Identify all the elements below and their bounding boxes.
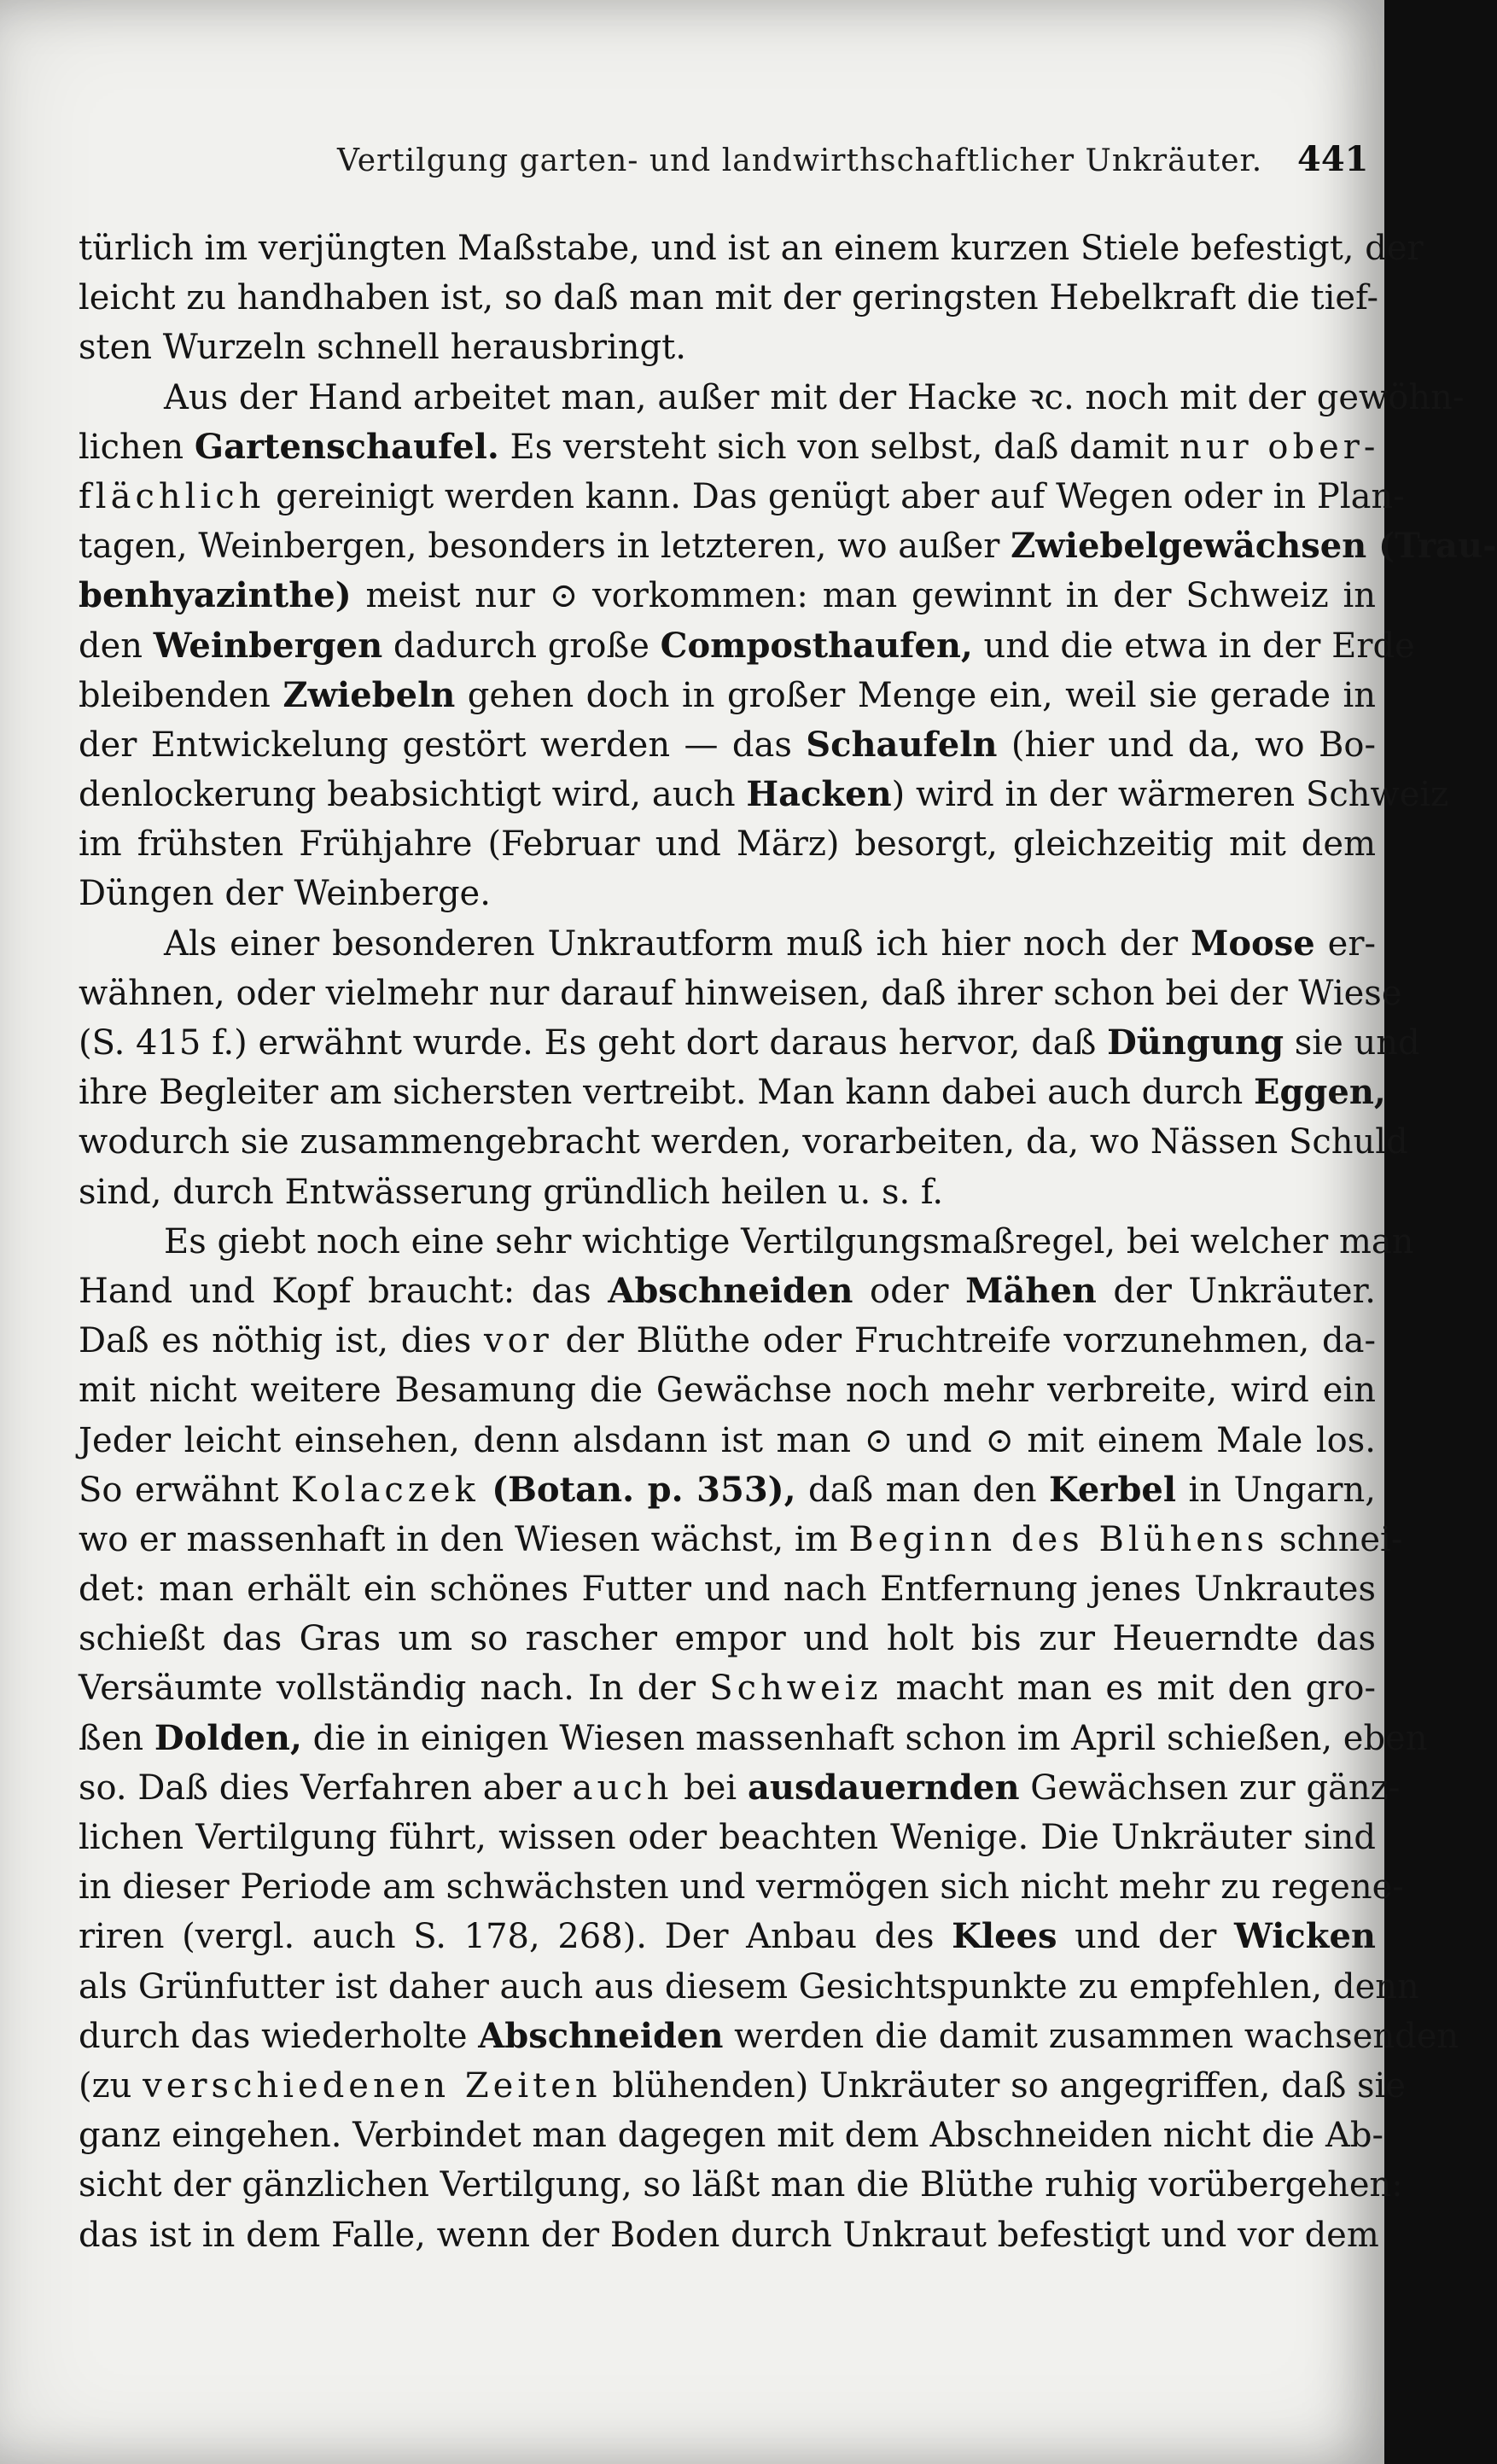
text-run: riren (vergl. auch S. 178, 268). Der Anbau des xyxy=(79,1917,952,1957)
bold-term: Abschneiden xyxy=(608,1270,853,1311)
text-line xyxy=(79,1912,1376,1961)
text-line xyxy=(79,1117,1408,1167)
text-run: wodurch sie zusammengebracht werden, vorarbeiten, da, wo Nässen Schuld xyxy=(79,1122,1408,1162)
text-run: schnei- xyxy=(1268,1519,1403,1559)
spaced-emphasis: nur ober- xyxy=(1180,427,1380,467)
text-line xyxy=(79,521,1497,571)
text-line xyxy=(79,1614,1376,1663)
text-line xyxy=(79,472,1405,521)
text-run: ) wird in der wärmeren Schweiz xyxy=(891,775,1449,815)
text-line xyxy=(79,1962,1419,2012)
text-run: der Entwickelung gestört werden — das xyxy=(79,725,807,765)
body-text xyxy=(79,224,1497,2260)
bold-term: benhyazinthe) xyxy=(79,575,352,616)
bold-term: Weinbergen xyxy=(153,625,383,666)
bold-term: Schaufeln xyxy=(806,724,998,765)
text-run: det: man erhält ein schönes Futter und nach Entfernung jenes Unkrautes xyxy=(79,1570,1376,1610)
text-run: ganz eingehen. Verbindet man dagegen mit dem Abschneiden nicht die Ab- xyxy=(79,2116,1384,2156)
text-run: bleibenden xyxy=(79,675,283,715)
text-run: daß man den xyxy=(795,1470,1050,1510)
text-line xyxy=(79,2160,1403,2210)
text-line xyxy=(79,422,1380,472)
text-line xyxy=(79,969,1402,1018)
text-run: macht man es mit den gro- xyxy=(882,1669,1376,1709)
text-run: denlockerung beabsichtigt wird, auch xyxy=(79,775,747,815)
spaced-emphasis: Schweiz xyxy=(709,1669,882,1709)
text-run: Versäumte vollständig nach. In der xyxy=(79,1669,710,1709)
running-title: Vertilgung garten- und landwirthschaftlicher Unkräuter. xyxy=(337,143,1263,178)
text-run: mit nicht weitere Besamung die Gewächse noch mehr verbreite, wird ein xyxy=(79,1371,1376,1411)
bold-term: Zwiebeln xyxy=(283,674,456,715)
text-line xyxy=(79,819,1376,869)
text-run: Es versteht sich von selbst, daß damit xyxy=(498,427,1180,467)
text-run: werden die damit zusammen wachsenden xyxy=(723,2016,1459,2056)
text-line xyxy=(79,1515,1403,1564)
text-line xyxy=(79,621,1415,671)
text-run: blühenden) Unkräuter so angegriffen, daß sie xyxy=(601,2065,1406,2106)
text-line xyxy=(79,1862,1404,1912)
text-line xyxy=(79,571,1376,620)
bold-term: Kerbel xyxy=(1049,1469,1177,1510)
text-run: in Ungarn, xyxy=(1176,1470,1377,1510)
bold-term: (Botan. p. 353), xyxy=(492,1469,796,1510)
text-line xyxy=(79,1813,1376,1862)
text-line xyxy=(79,1465,1376,1515)
text-line xyxy=(79,770,1449,819)
text-run: tagen, Weinbergen, besonders in letzteren, wo außer xyxy=(79,527,1011,567)
text-run: türlich im verjüngten Maßstabe, und ist an einem kurzen Stiele befestigt, der xyxy=(79,229,1424,268)
text-line xyxy=(79,869,1376,918)
text-line xyxy=(79,273,1376,323)
text-run: Hand und Kopf braucht: das xyxy=(79,1271,609,1311)
text-run: so. Daß dies Verfahren aber xyxy=(79,1768,573,1808)
text-run: oder xyxy=(853,1271,966,1311)
bold-term: Wicken xyxy=(1233,1916,1376,1957)
text-line xyxy=(79,1366,1376,1415)
text-run xyxy=(480,1471,492,1510)
text-run: gehen doch in großer Menge ein, weil sie gerade in xyxy=(455,675,1376,715)
text-run: und die etwa in der Erde xyxy=(972,626,1415,666)
text-run: (zu xyxy=(79,2065,143,2106)
text-run: dadurch große xyxy=(382,626,661,666)
spaced-emphasis: Beginn des Blühens xyxy=(848,1519,1269,1559)
text-run: lichen xyxy=(79,427,195,467)
text-run: sten Wurzeln schnell herausbringt. xyxy=(79,328,686,368)
text-run: ßen xyxy=(79,1718,154,1758)
text-run: ihre Begleiter am sichersten vertreibt. Man kann dabei auch durch xyxy=(79,1073,1254,1113)
text-run: den xyxy=(79,626,154,666)
text-run: die in einigen Wiesen massenhaft schon im April schießen, eben xyxy=(301,1718,1428,1758)
bold-term: Hacken xyxy=(746,774,892,815)
text-line xyxy=(79,1564,1376,1614)
spaced-emphasis: vor xyxy=(483,1321,553,1361)
bold-term: Klees xyxy=(952,1916,1057,1957)
text-run: und der xyxy=(1057,1917,1234,1957)
bold-term: ausdauernden xyxy=(747,1767,1020,1808)
text-run: sicht der gänzlichen Vertilgung, so läßt man die Blüthe ruhig vorübergehen: xyxy=(79,2165,1403,2205)
spaced-emphasis: auch xyxy=(572,1768,673,1808)
spaced-emphasis: verschiedenen Zeiten xyxy=(143,2065,602,2106)
bold-term: Gartenschaufel. xyxy=(194,426,499,467)
text-run: sind, durch Entwässerung gründlich heilen u. s. f. xyxy=(79,1172,944,1212)
page-number: 441 xyxy=(1297,139,1369,179)
text-run: wähnen, oder vielmehr nur darauf hinweisen, daß ihrer schon bei der Wiese xyxy=(79,973,1402,1013)
text-run: (S. 415 f.) erwähnt wurde. Es geht dort daraus hervor, daß xyxy=(79,1023,1108,1063)
text-run: Gewächsen zur gänz- xyxy=(1019,1768,1401,1808)
text-line xyxy=(79,1217,1414,1267)
text-line xyxy=(79,1763,1401,1813)
text-run: durch das wiederholte xyxy=(79,2016,479,2056)
bold-term: Moose xyxy=(1191,923,1315,964)
text-run: im frühsten Frühjahre (Februar und März) besorgt, gleichzeitig mit dem xyxy=(79,824,1376,865)
text-line xyxy=(79,2012,1459,2061)
text-run: schießt das Gras um so rascher empor und holt bis zur Heuerndte das xyxy=(79,1619,1376,1659)
text-line xyxy=(79,2211,1379,2260)
text-line xyxy=(79,919,1376,969)
text-run: gereinigt werden kann. Das genügt aber auf Wegen oder in Plan- xyxy=(265,476,1405,516)
bold-term: Düngung xyxy=(1107,1022,1284,1063)
bold-term: Zwiebelgewächsen (Trau- xyxy=(1011,526,1497,567)
spaced-emphasis: flächlich xyxy=(79,476,265,516)
text-run: wo er massenhaft in den Wiesen wächst, im xyxy=(79,1519,849,1559)
bold-term: Mähen xyxy=(965,1270,1097,1311)
text-run: Jeder leicht einsehen, denn alsdann ist man ⊙ und ⊙ mit einem Male los. xyxy=(79,1420,1376,1460)
text-line xyxy=(79,1018,1420,1068)
bold-term: Eggen, xyxy=(1253,1072,1386,1113)
text-line xyxy=(79,1416,1376,1465)
text-run: der Blüthe oder Fruchtreife vorzunehmen, da- xyxy=(552,1321,1376,1361)
text-line xyxy=(79,373,1465,422)
text-run: lichen Vertilgung führt, wissen oder beachten Wenige. Die Unkräuter sind xyxy=(79,1818,1376,1857)
text-line xyxy=(79,224,1424,273)
text-run: der Unkräuter. xyxy=(1096,1271,1376,1311)
text-run: meist nur ⊙ vorkommen: man gewinnt in der Schweiz in xyxy=(351,576,1376,616)
text-line xyxy=(79,1714,1428,1763)
text-run: er- xyxy=(1314,923,1376,964)
text-run: sie und xyxy=(1284,1023,1420,1063)
text-line xyxy=(79,2111,1384,2160)
text-line xyxy=(79,1267,1376,1316)
text-line xyxy=(79,2061,1406,2111)
text-run: Düngen der Weinberge. xyxy=(79,874,491,914)
text-line xyxy=(79,1663,1376,1713)
text-run: als Grünfutter ist daher auch aus diesem Gesichtspunkte zu empfehlen, denn xyxy=(79,1966,1419,2007)
bold-term: Abschneiden xyxy=(478,2015,724,2056)
text-run: leicht zu handhaben ist, so daß man mit der geringsten Hebelkraft die tief- xyxy=(79,278,1378,318)
text-line xyxy=(79,1168,1376,1217)
bold-term: Composthaufen, xyxy=(660,625,973,666)
text-line xyxy=(79,1068,1386,1117)
text-run: So erwähnt xyxy=(79,1470,291,1510)
text-run: Daß es nöthig ist, dies xyxy=(79,1321,484,1361)
text-run: (hier und da, wo Bo- xyxy=(997,725,1376,765)
text-run: das ist in dem Falle, wenn der Boden durch Unkraut befestigt und vor dem xyxy=(79,2215,1379,2255)
text-line xyxy=(79,323,1376,372)
text-line xyxy=(79,1316,1376,1366)
text-run: Aus der Hand arbeitet man, außer mit der Hacke ꝛc. noch mit der gewöhn- xyxy=(164,377,1465,417)
text-run: in dieser Periode am schwächsten und vermögen sich nicht mehr zu regene- xyxy=(79,1867,1404,1908)
spaced-emphasis: Kolaczek xyxy=(290,1470,480,1510)
text-run: Als einer besonderen Unkrautform muß ich hier noch der xyxy=(164,923,1191,964)
text-run: bei xyxy=(673,1768,748,1808)
text-line xyxy=(79,720,1376,770)
bold-term: Dolden, xyxy=(154,1717,302,1758)
text-line xyxy=(79,671,1376,720)
text-run: Es giebt noch eine sehr wichtige Vertilgungsmaßregel, bei welcher man xyxy=(164,1221,1414,1261)
